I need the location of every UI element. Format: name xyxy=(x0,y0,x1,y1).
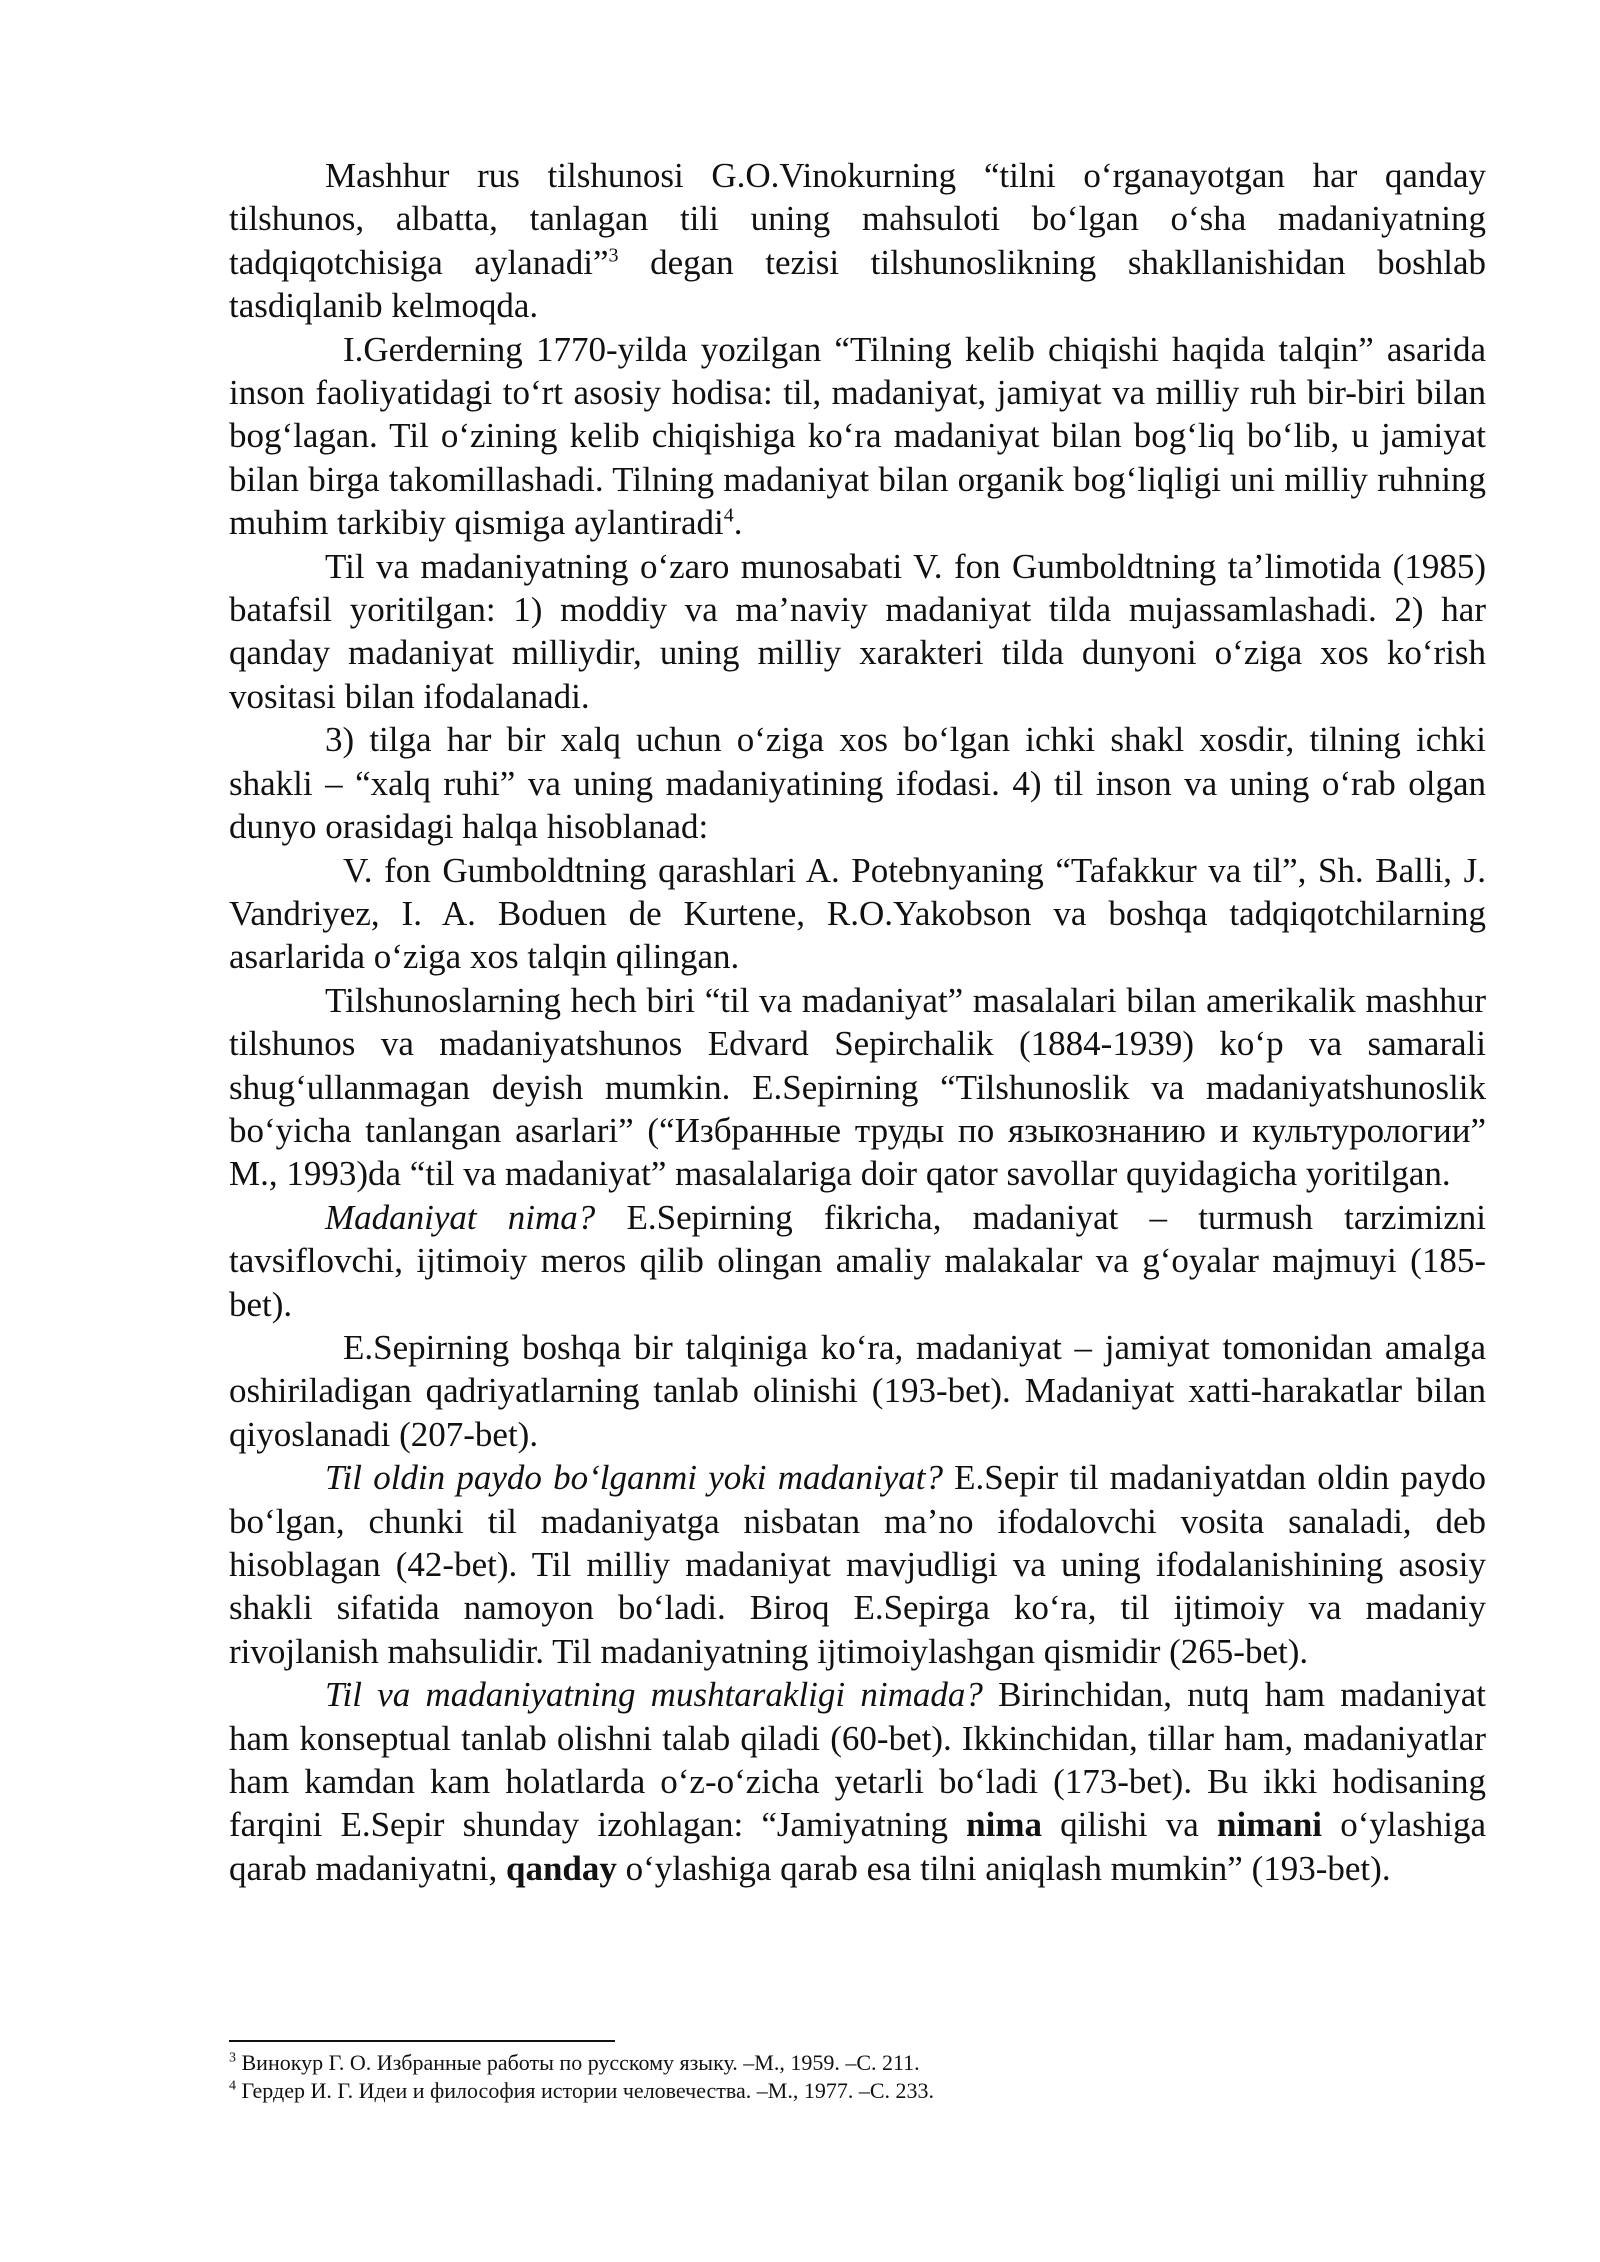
text-run: oʻylashiga qarab esa tilni aniqlash mumkin” (193-bet). xyxy=(616,1848,1391,1888)
body-text xyxy=(229,154,1486,1890)
text-run: Til va madaniyatning oʻzaro munosabati V. fon Gumboldtning ta’limotida (1985) batafsil yoritilgan: 1) moddiy va ma’naviy madaniyat tilda mujassamlashadi. 2) har qanday madaniyat milliydir, uning milliy xarakteri tilda dunyoni oʻziga xos koʻrish vositasi bilan ifodalanadi. xyxy=(229,546,1486,716)
paragraph xyxy=(229,718,1486,848)
text-run: V. fon Gumboldtning qarashlari A. Potebnyaning “Tafakkur va til”, Sh. Balli, J. Vandriyez, I. A. Boduen de Kurtene, R.O.Yakobson va boshqa tadqiqotchilarning asarlarida oʻziga xos talqin qilingan. xyxy=(229,850,1486,977)
text-run: oʻylashiga qarab madaniyatni, xyxy=(229,1805,1486,1888)
footnote xyxy=(229,2049,1486,2077)
text-run: E.Sepirning fikricha, madaniyat – turmush tarzimizni tavsiflovchi, ijtimoiy meros qilib olingan amaliy malakalar va gʻoyalar majmuyi (185-bet). xyxy=(229,1197,1486,1324)
footnote-ref: 3 xyxy=(608,244,619,267)
footnote xyxy=(229,2077,1486,2105)
footnote-separator xyxy=(229,2040,615,2042)
footnotes xyxy=(229,2049,1486,2105)
text-run: . xyxy=(733,503,743,543)
footnote-number: 4 xyxy=(229,2078,236,2094)
text-run: Mashhur rus tilshunosi G.O.Vinokurning “tilni oʻrganayotgan har qanday tilshunos, albatta, tanlagan tili uning mahsuloti boʻlgan oʻsha madaniyatning tadqiqotchisiga aylanadi” xyxy=(229,156,1486,282)
text-run: I.Gerderning 1770-yilda yozilgan “Tilning kelib chiqishi haqida talqin” asarida inson faoliyatidagi toʻrt asosiy hodisa: til, madaniyat, jamiyat va milliy ruh bir-biri bilan bogʻlagan. Til oʻzining kelib chiqishiga koʻra madaniyat bilan bogʻliq boʻlib, u jamiyat bilan birga takomillashadi. Tilning madaniyat bilan organik bogʻliqligi uni milliy ruhning muhim tarkibiy qismiga aylantiradi xyxy=(229,329,1486,543)
footnote-text: Гердер И. Г. Идеи и философия истории человечества. –М., 1977. –С. 233. xyxy=(236,2078,935,2103)
text-run: degan tezisi tilshunoslikning shakllanishidan boshlab tasdiqlanib kelmoqda. xyxy=(229,242,1487,326)
text-run: Birinchidan, nutq ham madaniyat ham konseptual tanlab olishni talab qiladi (60-bet). Ikkinchidan, tillar ham, madaniyatlar ham kamdan kam holatlarda oʻz-oʻzicha yetarli boʻladi (173-bet). Bu ikki hodisaning farqini E.Sepir shunday izohlagan: “Jamiyatning xyxy=(229,1675,1486,1845)
footnote-number: 3 xyxy=(229,2050,236,2066)
text-run: Tilshunoslarning hech biri “til va madaniyat” masalalari bilan amerikalik mashhur tilshunos va madaniyatshunos Edvard Sepirchalik (1884-1939) koʻp va samarali shugʻullanmagan deyish mumkin. E.Sepirning “Tilshunoslik va madaniyatshunoslik boʻyicha tanlangan asarlari” (“Избранные труды по языкознанию и культурологии” M., 1993)da “til va madaniyat” masalalariga doir qator savollar quyidagicha yoritilgan. xyxy=(229,980,1486,1194)
text-run: Til va madaniyatning mushtarakligi nimada? xyxy=(325,1675,983,1715)
paragraph xyxy=(229,1673,1486,1890)
text-run: Madaniyat nima? xyxy=(325,1197,596,1237)
text-run: qanday xyxy=(505,1848,617,1888)
text-run: nima xyxy=(966,1805,1042,1845)
footnote-text: Винокур Г. О. Избранные работы по русскому языку. –М., 1959. –С. 211. xyxy=(236,2050,920,2075)
paragraph xyxy=(229,1196,1486,1326)
paragraph xyxy=(229,979,1486,1196)
text-run: E.Sepirning boshqa bir talqiniga koʻra, madaniyat – jamiyat tomonidan amalga oshiriladigan qadriyatlarning tanlab olinishi (193-bet). Madaniyat xatti-harakatlar bilan qiyoslanadi (207-bet). xyxy=(229,1327,1486,1454)
paragraph xyxy=(229,328,1486,545)
text-run: 3) tilga har bir xalq uchun oʻziga xos boʻlgan ichki shakl xosdir, tilning ichki shakli – “xalq ruhi” va uning madaniyatining ifodasi. 4) til inson va uning oʻrab olgan dunyo orasidagi halqa hisoblanad: xyxy=(229,720,1486,847)
text-run: Til oldin paydo boʻlganmi yoki madaniyat? xyxy=(325,1458,943,1498)
text-run: E.Sepir til madaniyatdan oldin paydo boʻlgan, chunki til madaniyatga nisbatan ma’no ifodalovchi vosita sanaladi, deb hisoblagan (42-bet). Til milliy madaniyat mavjudligi va uning ifodalanishining asosiy shakli sifatida namoyon boʻladi. Biroq E.Sepirga koʻra, til ijtimoiy va madaniy rivojlanish mahsulidir. Til madaniyatning ijtimoiylashgan qismidir (265-bet). xyxy=(229,1458,1486,1671)
text-run: qilishi va xyxy=(1041,1805,1217,1845)
paragraph xyxy=(229,154,1486,328)
paragraph xyxy=(229,849,1486,979)
paragraph xyxy=(229,1326,1486,1456)
footnote-ref: 4 xyxy=(723,504,734,527)
paragraph xyxy=(229,1456,1486,1673)
text-run: nimani xyxy=(1217,1805,1323,1845)
paragraph xyxy=(229,545,1486,719)
